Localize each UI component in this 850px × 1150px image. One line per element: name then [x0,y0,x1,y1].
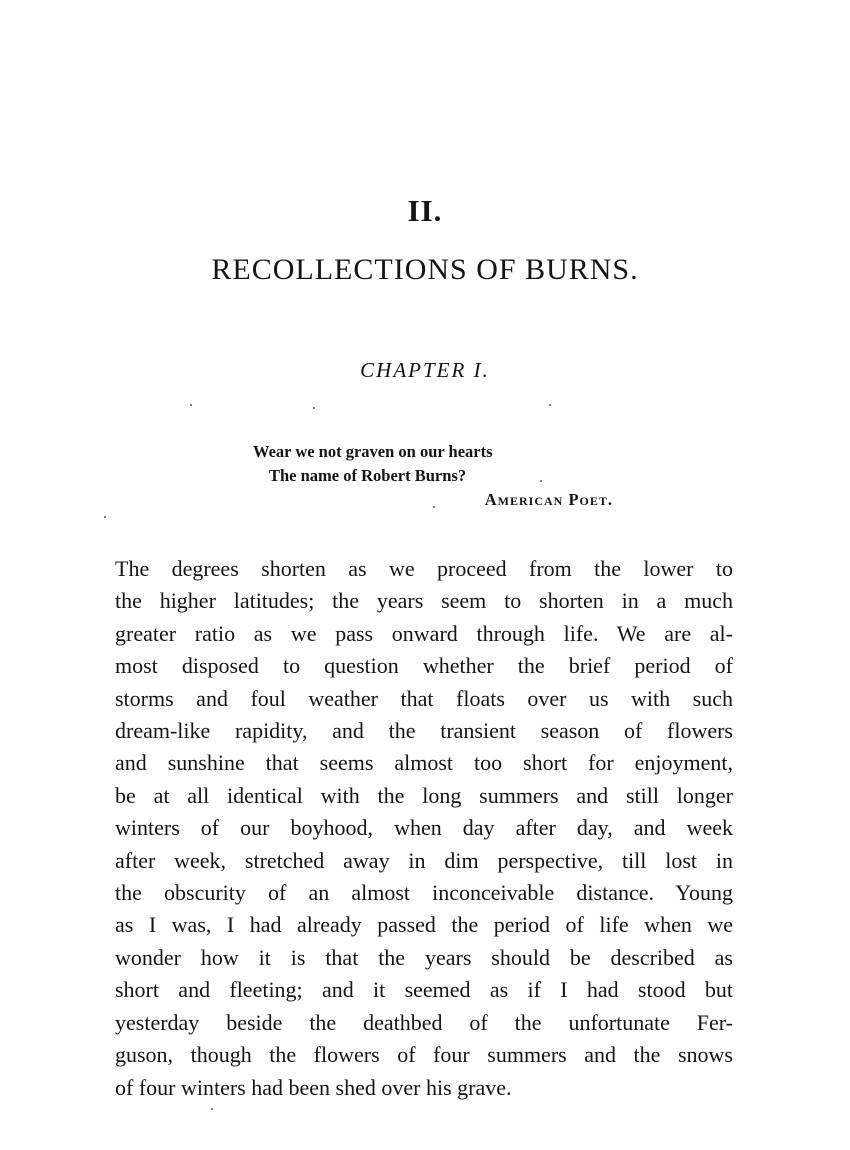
body-line: dream-like rapidity, and the transient season of flowers [115,718,733,744]
part-title: RECOLLECTIONS OF BURNS. [211,253,639,286]
body-line: greater ratio as we pass onward through life. We are al- [115,620,733,646]
part-number: II. [407,193,443,228]
body-line: short and fleeting; and it seemed as if I had stood but [115,977,733,1003]
body-line: The degrees shorten as we proceed from the lower to [115,556,733,581]
body-line: most disposed to question whether the brief period of [115,653,733,679]
body-paragraph [115,553,733,1104]
print-speck [104,516,106,518]
epigraph-line-2: The name of Robert Burns? [269,466,467,485]
body-line: and sunshine that seems almost too short for enjoyment, [115,750,733,776]
epigraph [253,440,613,512]
print-speck [190,404,192,406]
epigraph-line-1: Wear we not graven on our hearts [253,442,493,461]
body-line: after week, stretched away in dim perspective, till lost in [115,847,733,873]
body-line: as I was, I had already passed the period of life when we [115,912,733,938]
body-line: yesterday beside the deathbed of the unfortunate Fer- [115,1009,733,1035]
body-line: the higher latitudes; the years seem to shorten in a much [115,588,733,614]
body-line: wonder how it is that the years should be described as [115,944,733,970]
body-line: of four winters had been shed over his grave. [115,1074,512,1100]
print-speck [211,1108,213,1110]
print-speck [313,407,315,409]
body-line: guson, though the flowers of four summers and the snows [115,1042,733,1068]
body-line: storms and foul weather that floats over us with such [115,685,733,711]
epigraph-attribution: American Poet. [484,490,613,509]
body-line: the obscurity of an almost inconceivable distance. Young [115,880,733,906]
print-speck [549,404,551,406]
chapter-heading: CHAPTER I. [360,358,490,382]
print-speck [540,480,542,482]
print-speck [433,506,435,508]
body-line: winters of our boyhood, when day after day, and week [115,815,733,841]
body-line: be at all identical with the long summers and still longer [115,782,733,808]
